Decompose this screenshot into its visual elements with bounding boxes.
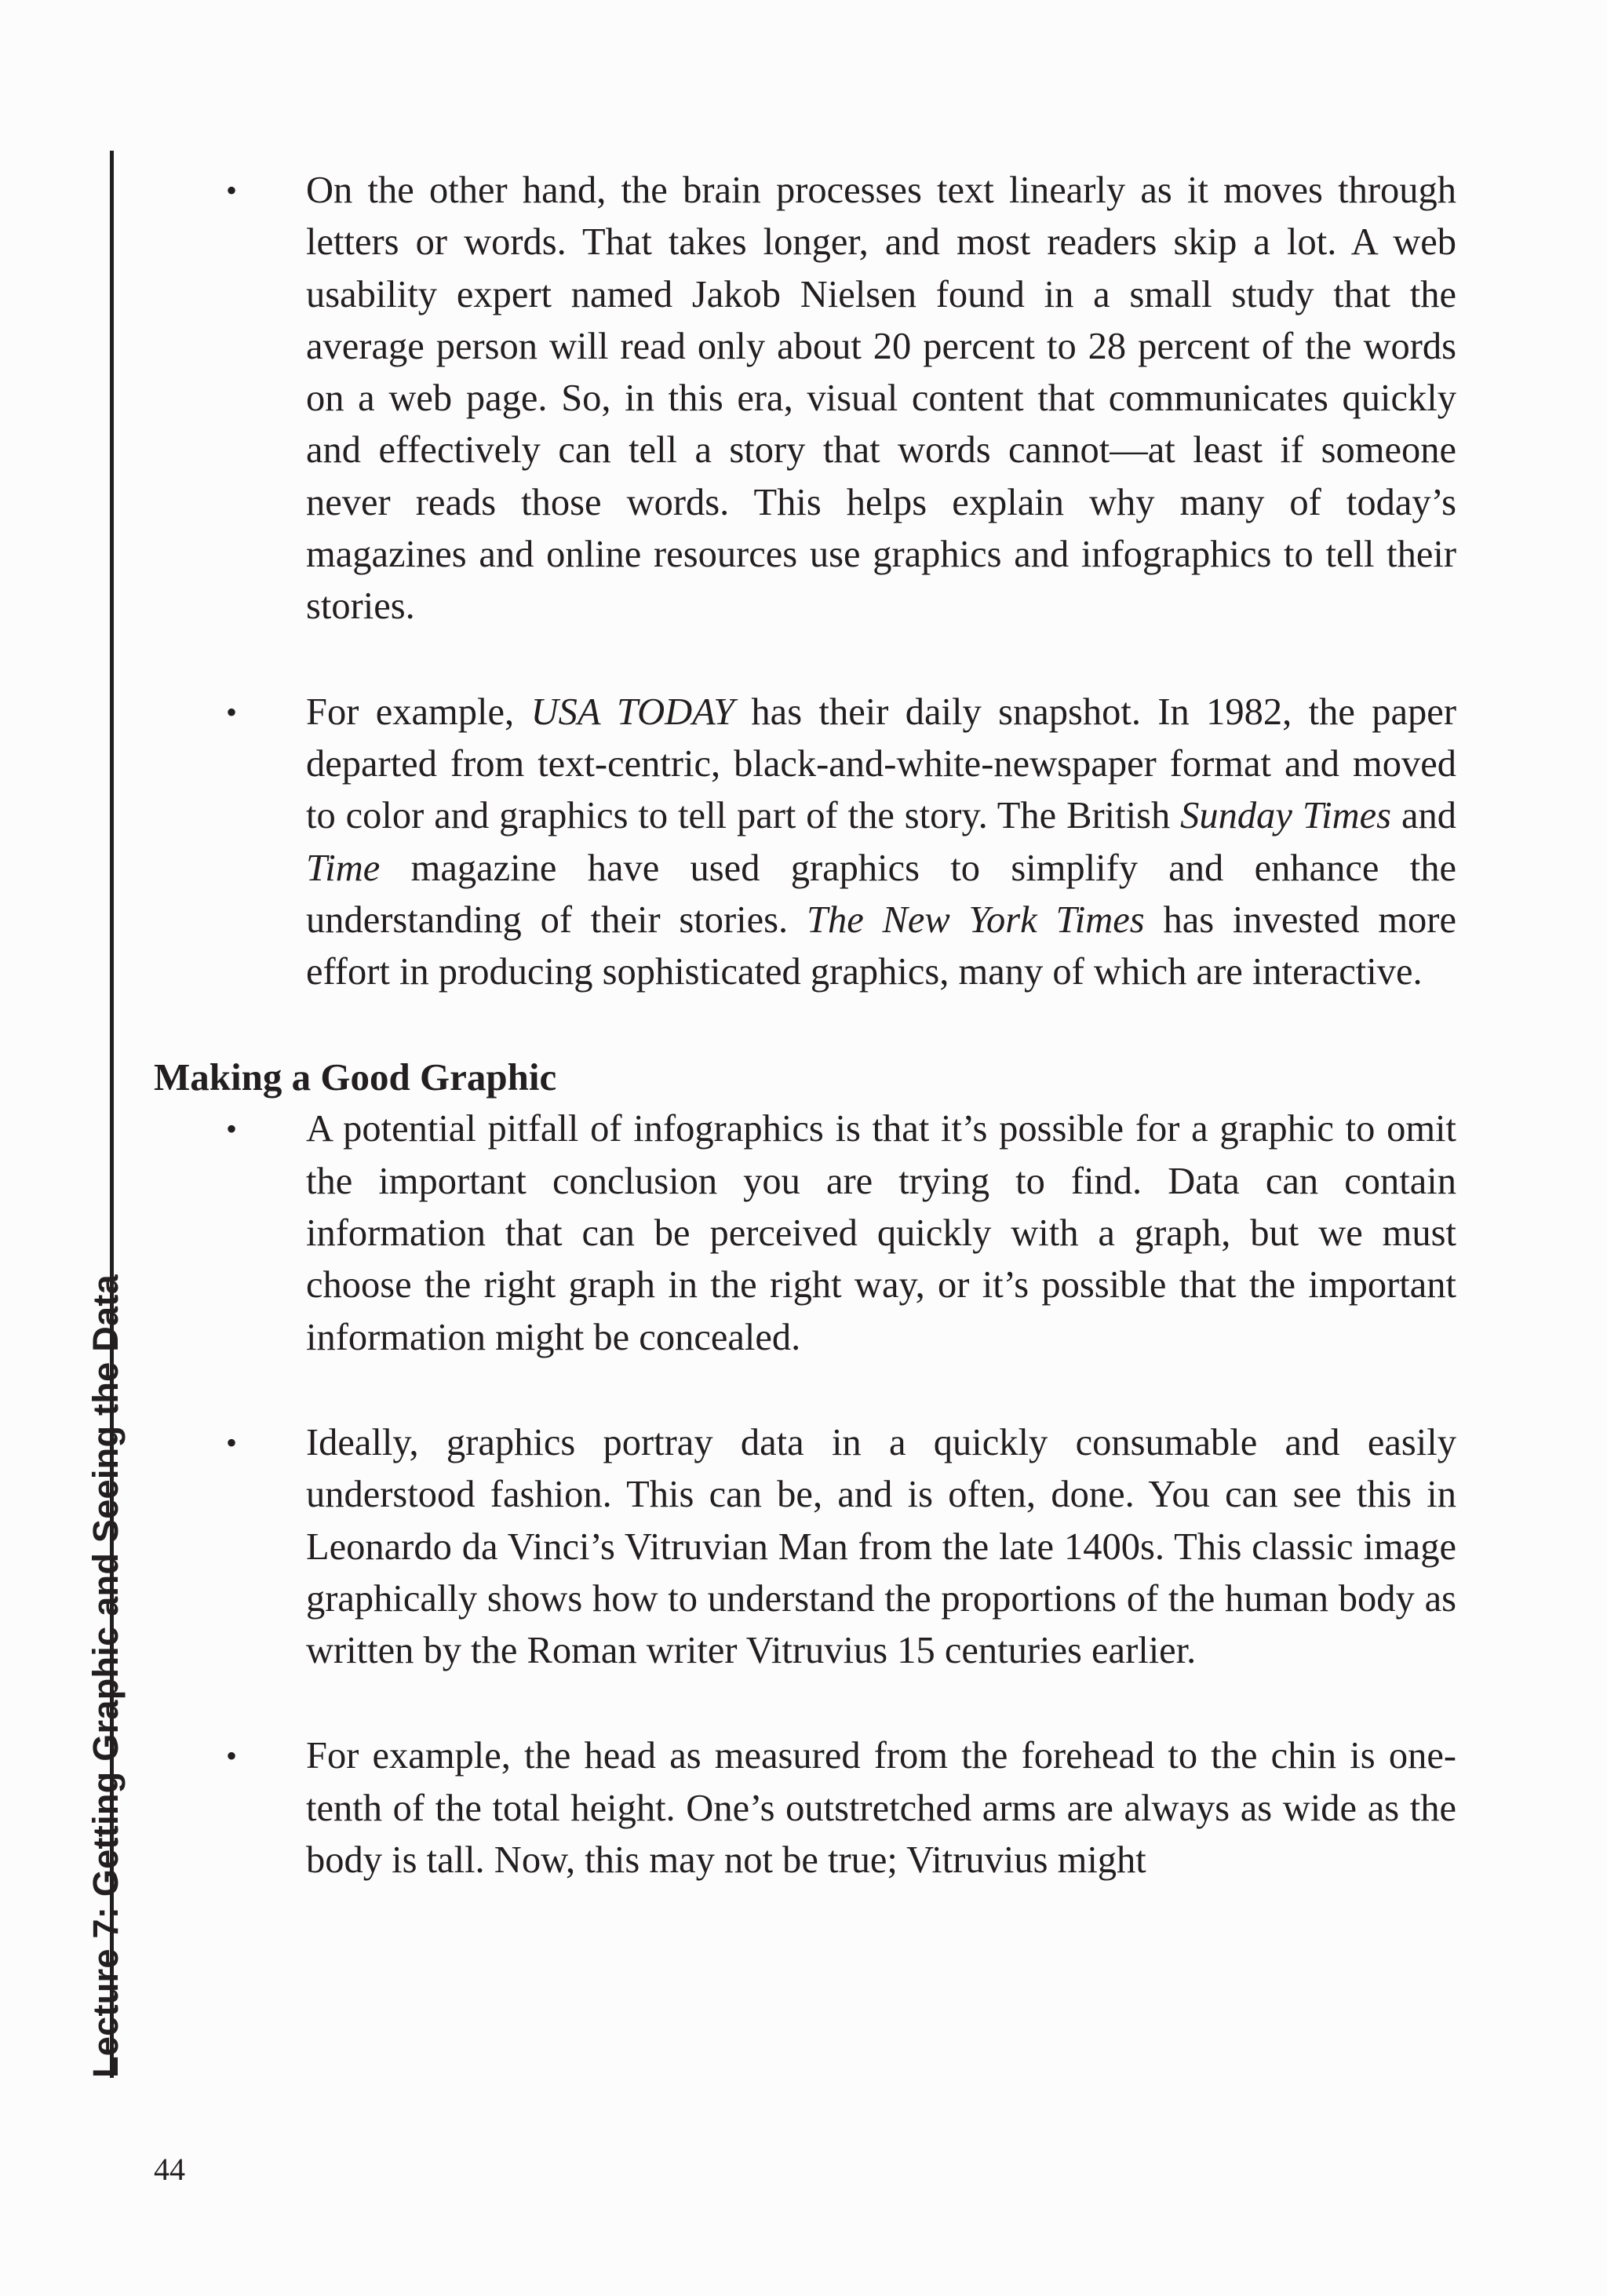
text-run: has invested more effort in producing sophisticated graphics, many of which are interactive. [306,898,1456,993]
text-run: and [1391,795,1456,837]
bullet-icon: • [226,1738,238,1774]
bullet-icon: • [226,1111,238,1147]
paragraph-text: Ideally, graphics portray data in a quickly consumable and easily understood fashion. This can be, and is often, done. You can see this in Leonardo da Vinci’s Vitruvian Man from the late 1400s. This classic image graphically shows how to understand the proportions of the human body as written by the Roman writer Vitruvius 15 centuries earlier. [306,1421,1456,1672]
bullet-list-good-graphic [154,1103,1456,1886]
list-item [154,1417,1456,1677]
bullet-icon: • [226,1424,238,1460]
paragraph-text: For example, the head as measured from the forehead to the chin is one-tenth of the total height. One’s outstretched arms are always as wide as the body is tall. Now, this may not be true; Vitruvius might [306,1735,1456,1882]
paragraph-text: On the other hand, the brain processes text linearly as it moves through letters or words. That takes longer, and most readers skip a lot. A web usability expert named Jakob Nielsen found in a small study that the average person will read only about 20 percent to 28 percent of the words on a web page. So, in this era, visual content that communicates quickly and effectively can tell a story that words cannot—at least if someone never reads those words. This helps explain why many of today’s magazines and online resources use graphics and infographics to tell their stories. [306,169,1456,628]
bullet-list-intro [154,165,1456,998]
list-item [154,1103,1456,1363]
publication-name: USA TODAY [530,691,735,733]
list-item [154,687,1456,999]
paragraph-text [306,687,1456,999]
text-run: has their daily snapshot. In 1982, the paper departed from text-centric, black-and-white-newspaper format and moved to color and graphics to tell part of the story. The British [306,691,1456,837]
publication-name: The New York Times [806,898,1145,941]
main-content [154,165,1456,1886]
bullet-icon: • [226,694,238,730]
bullet-icon: • [226,173,238,208]
running-title: Lecture 7: Getting Graphic and Seeing the Data [86,1274,126,2078]
page-number: 44 [154,2152,185,2187]
publication-name: Sunday Times [1180,795,1392,837]
text-run: For example, [306,691,531,733]
paragraph-text: A potential pitfall of infographics is that it’s possible for a graphic to omit the important conclusion you are trying to find. Data can contain information that can be perceived quickly with a graph, but we must choose the right graph in the right way, or it’s possible that the important information might be concealed. [306,1108,1456,1358]
text-run: magazine have used graphics to simplify and enhance the understanding of their stories. [306,847,1456,941]
list-item [154,165,1456,633]
publication-name: Time [306,847,381,889]
section-heading: Making a Good Graphic [154,1055,557,1099]
list-item [154,1730,1456,1886]
